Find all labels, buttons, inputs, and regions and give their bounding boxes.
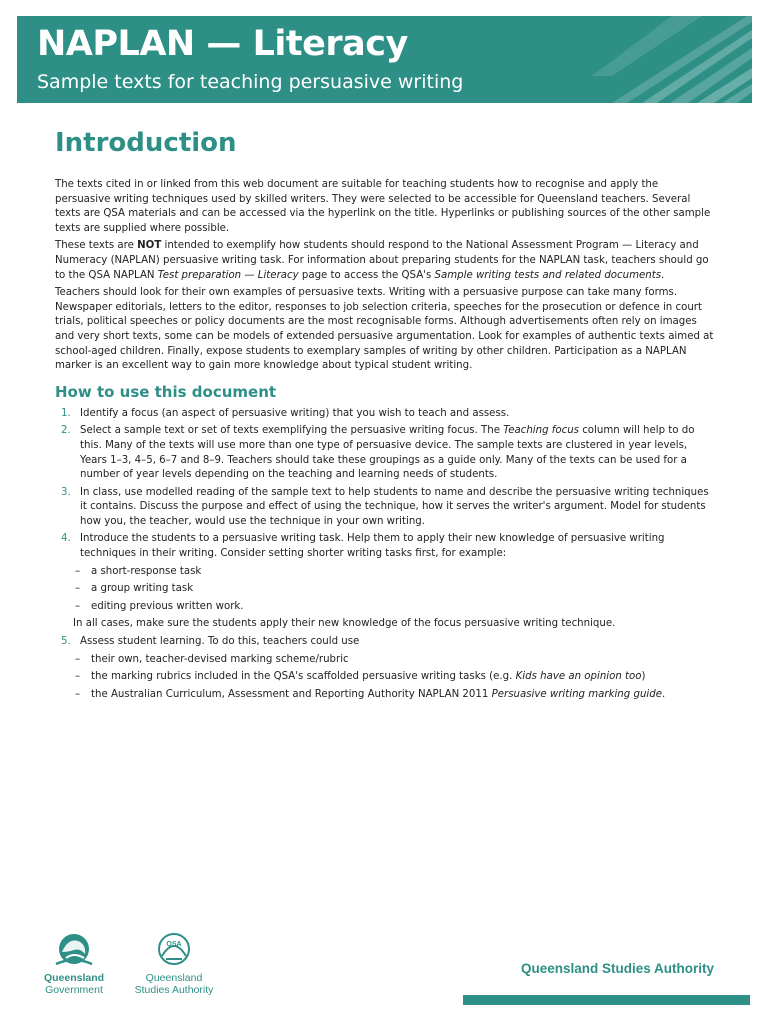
how-to-use-heading: How to use this document <box>55 382 277 401</box>
intro-paragraph-3: Teachers should look for their own examples of persuasive texts. Writing with a persuasive purpose can take many forms. Newspaper editorials, letters to the editor, responses to job selection criteria, speeches for the prosecution or defence in court trials, political speeches or policy documents are the most recognisable forms. Although advertisements often rely on images and very short texts, some can be models of extended persuasive argumentation. Look for examples of authentic texts aimed at school-aged children. Finally, expose students to exemplary samples of writing by other children. Participation as a NAPLAN marker is an excellent way to gain more knowledge about typical student writing. <box>55 287 714 372</box>
list-item <box>55 486 715 530</box>
text-run: These texts are <box>55 240 138 252</box>
main-content <box>55 128 715 705</box>
footer-bar <box>463 995 750 1005</box>
header-banner <box>17 16 752 103</box>
bullet-text: a short-response task <box>91 565 202 577</box>
steps-list <box>55 407 715 703</box>
step-note: In all cases, make sure the students apply their new knowledge of the focus persuasive writing technique. <box>73 618 616 630</box>
sub-bullet <box>55 670 715 685</box>
bullet-text: the Australian Curriculum, Assessment and Reporting Authority NAPLAN 2011 <box>91 688 492 700</box>
sample-writing-tests-link[interactable]: Sample writing tests and related documents <box>434 269 662 281</box>
bullet-text: ) <box>641 671 646 683</box>
test-preparation-link[interactable]: Test preparation — Literacy <box>157 269 299 281</box>
text-run: page to access the QSA's <box>298 269 435 281</box>
footer-brand: Queensland Studies Authority <box>520 961 714 976</box>
bullet-text: a group writing task <box>91 583 194 595</box>
qsa-badge-text: QSA <box>166 941 182 948</box>
emphasis-not: NOT <box>137 240 162 252</box>
text-run: . <box>661 269 665 281</box>
dash-marker: – <box>75 671 81 683</box>
bullet-text: editing previous written work. <box>91 600 244 612</box>
step-number: 3. <box>61 486 71 498</box>
qsa-emblem-icon <box>154 932 194 968</box>
sub-bullet <box>55 653 715 668</box>
banner-stripes-decoration <box>492 16 752 103</box>
qsa-logo-text <box>122 972 226 996</box>
queensland-crest-icon <box>52 932 96 968</box>
marking-guide-link[interactable]: Persuasive writing marking guide <box>491 688 662 700</box>
list-item <box>55 407 715 422</box>
bullet-text: . <box>661 688 666 700</box>
dash-marker: – <box>75 688 81 700</box>
qsa-line-1: Queensland <box>145 972 203 984</box>
introduction-heading: Introduction <box>55 128 237 158</box>
step-text: Assess student learning. To do this, teachers could use <box>80 636 360 648</box>
text-run: intended to exemplify how students should respond to the National Assessment Program — Literacy and Numeracy (NAPLAN) persuasive writing task. For information about preparing students for the NAPLAN task, teachers should go to the QSA NAPLAN <box>55 240 709 281</box>
footer-logos <box>34 932 234 1002</box>
qg-line-1: Queensland <box>43 972 105 984</box>
qg-logo-text <box>34 972 114 996</box>
teaching-focus-emphasis: Teaching focus <box>503 425 579 437</box>
step-number: 2. <box>61 425 71 437</box>
sub-bullet <box>55 565 715 580</box>
sub-bullet <box>55 600 715 615</box>
qsa-logo <box>122 932 226 996</box>
intro-paragraph-1: The texts cited in or linked from this web document are suitable for teaching students how to recognise and apply the persuasive writing techniques used by skilled writers. They were selected to be accessible for Queensland teachers. Several texts are QSA materials and can be accessed via the hyperlink on the title. Hyperlinks or publishing sources of the other sample texts are supplied where possible. <box>55 179 711 234</box>
text-run: Select a sample text or set of texts exemplifying the persuasive writing focus. The <box>80 425 504 437</box>
dash-marker: – <box>75 583 81 595</box>
queensland-government-logo <box>34 932 114 996</box>
sub-bullet <box>55 688 715 703</box>
step-number: 4. <box>61 533 71 545</box>
qsa-line-2: Studies Authority <box>134 984 214 996</box>
step-text: In class, use modelled reading of the sample text to help students to name and describe the persuasive writing techniques it contains. Discuss the purpose and effect of using the technique, how it serves the writer's argument. Model for students how you, the teacher, would use the technique in your own writing. <box>80 486 709 527</box>
text-run: column will help to do this. Many of the texts will use more than one type of persuasive device. The sample texts are clustered in year levels, Years 1–3, 4–5, 6–7 and 8–9. Teachers should take these groupings as a guide only. Many of the texts can be used for a number of year levels depending on the teaching and learning needs of students. <box>80 425 695 481</box>
list-item <box>55 424 715 482</box>
bullet-text: the marking rubrics included in the QSA's scaffolded persuasive writing tasks (e.g. <box>91 671 516 683</box>
dash-marker: – <box>75 600 81 612</box>
step-text: Introduce the students to a persuasive writing task. Help them to apply their new knowledge of persuasive writing techniques in their writing. Consider setting shorter writing tasks first, for example: <box>80 533 665 560</box>
dash-marker: – <box>75 653 81 665</box>
kids-have-an-opinion-link[interactable]: Kids have an opinion too <box>515 671 642 683</box>
document-title: NAPLAN — Literacy <box>37 24 408 64</box>
list-item <box>55 532 715 632</box>
step-text: Identify a focus (an aspect of persuasive writing) that you wish to teach and assess. <box>80 407 510 419</box>
sub-bullet <box>55 582 715 597</box>
step-number: 1. <box>61 407 71 419</box>
intro-paragraph-2 <box>55 239 715 283</box>
step-number: 5. <box>61 636 71 648</box>
list-item <box>55 635 715 702</box>
document-subtitle: Sample texts for teaching persuasive writing <box>37 71 464 93</box>
bullet-text: their own, teacher-devised marking scheme/rubric <box>91 653 349 665</box>
step-text <box>80 424 715 482</box>
qg-line-2: Government <box>45 984 103 996</box>
dash-marker: – <box>75 565 81 577</box>
